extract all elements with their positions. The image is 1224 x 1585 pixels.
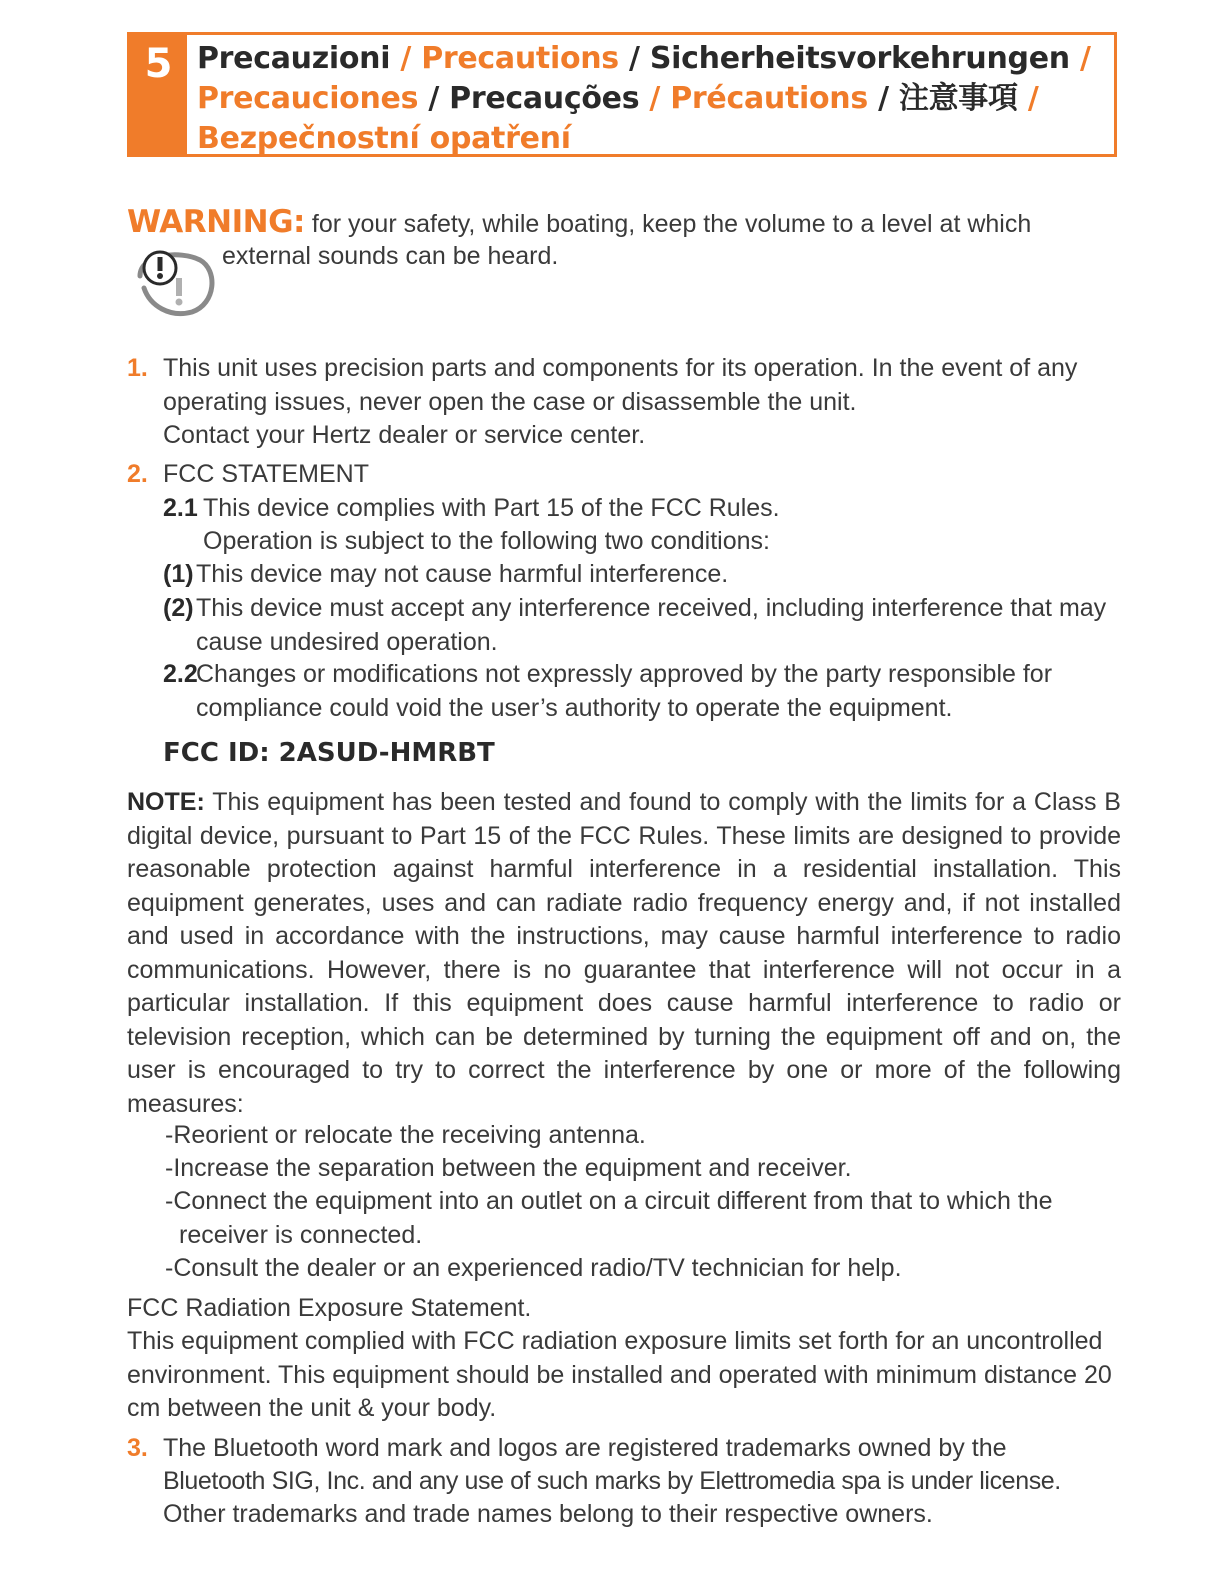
- title-part: 注意事項: [898, 81, 1018, 116]
- subitem-2-1-text-2: Operation is subject to the following two conditions:: [203, 527, 770, 555]
- warning-text-2: external sounds can be heard.: [222, 242, 559, 270]
- measure-item: -Reorient or relocate the receiving antenna.: [165, 1121, 646, 1149]
- item-1-text: This unit uses precision parts and components for its operation. In the event of any operating issues, never open the case or disassemble the unit.: [163, 354, 1078, 416]
- section-number: 5: [130, 35, 187, 154]
- note-label: NOTE:: [127, 788, 205, 816]
- subitem-2-1-number: 2.1: [163, 494, 198, 522]
- note-paragraph: [127, 786, 1121, 1121]
- item-3-line-3: Other trademarks and trade names belong to their respective owners.: [163, 1500, 933, 1528]
- title-part: Précautions: [670, 81, 868, 116]
- warning-line: [127, 206, 1117, 242]
- measure-item: -Consult the dealer or an experienced radio/TV technician for help.: [165, 1254, 902, 1282]
- title-part: Precauzioni: [197, 41, 391, 76]
- warning-exclamation-icon: [130, 244, 220, 318]
- section-header: [127, 32, 1117, 157]
- title-part: Bezpečnostní opatření: [197, 121, 571, 156]
- warning-text: for your safety, while boating, keep the volume to a level at which: [311, 210, 1032, 238]
- condition-2-text: This device must accept any interference received, including interference that may cause undesired operation.: [196, 594, 1107, 656]
- item-3-line-2: Bluetooth SIG, Inc. and any use of such marks by Elettromedia spa is under license.: [163, 1467, 1061, 1495]
- fcc-statement-title: FCC STATEMENT: [163, 460, 370, 488]
- subitem-2-2-number: 2.2: [163, 660, 198, 688]
- item-2-number: 2.: [127, 460, 148, 488]
- item-3-number: 3.: [127, 1434, 148, 1462]
- condition-2-number: (2): [163, 594, 194, 622]
- radiation-title: FCC Radiation Exposure Statement.: [127, 1294, 532, 1322]
- measure-item: -Increase the separation between the equipment and receiver.: [165, 1154, 852, 1182]
- title-part: Precauciones: [197, 81, 419, 116]
- condition-1-text: This device may not cause harmful interference.: [196, 560, 729, 588]
- condition-1-number: (1): [163, 560, 194, 588]
- warning-label: WARNING:: [127, 204, 305, 240]
- subitem-2-1-text: This device complies with Part 15 of the FCC Rules.: [203, 494, 780, 522]
- title-part: Sicherheitsvorkehrungen: [649, 41, 1070, 76]
- subitem-2-2-text: Changes or modifications not expressly approved by the party responsible for compliance could void the user’s authority to operate the equipment.: [196, 660, 1053, 722]
- title-part: Precauções: [449, 81, 640, 116]
- item-1-number: 1.: [127, 354, 148, 382]
- radiation-text: This equipment complied with FCC radiation exposure limits set forth for an uncontrolled environment. This equipment should be installed and operated with minimum distance 20 cm between the unit & your body.: [127, 1327, 1112, 1422]
- item-3-line-1: The Bluetooth word mark and logos are registered trademarks owned by the: [163, 1434, 1007, 1462]
- item-1-text-2: Contact your Hertz dealer or service center.: [163, 421, 646, 449]
- section-title: Precauzioni / Precautions / Sicherheitsvorkehrungen / Precauciones / Precauções / Précautions / 注意事項 / Bezpečnostní opatření: [197, 41, 1091, 156]
- fcc-id: FCC ID: 2ASUD-HMRBT: [163, 738, 495, 768]
- note-text: This equipment has been tested and found to comply with the limits for a Class B digital device, pursuant to Part 15 of the FCC Rules. These limits are designed to provide reasonable protection against harmful interference in a residential installation. This equipment generates, uses and can radiate radio frequency energy and, if not installed and used in accordance with the instructions, may cause harmful interference to radio communications. However, there is no guarantee that interference will not occur in a particular installation. If this equipment does cause harmful interference to radio or television reception, which can be determined by turning the equipment off and on, the user is encouraged to try to correct the interference by one or more of the following measures:: [127, 788, 1121, 1118]
- title-part: Precautions: [421, 41, 619, 76]
- measure-item: -Connect the equipment into an outlet on a circuit different from that to which the receiver is connected.: [165, 1187, 1053, 1249]
